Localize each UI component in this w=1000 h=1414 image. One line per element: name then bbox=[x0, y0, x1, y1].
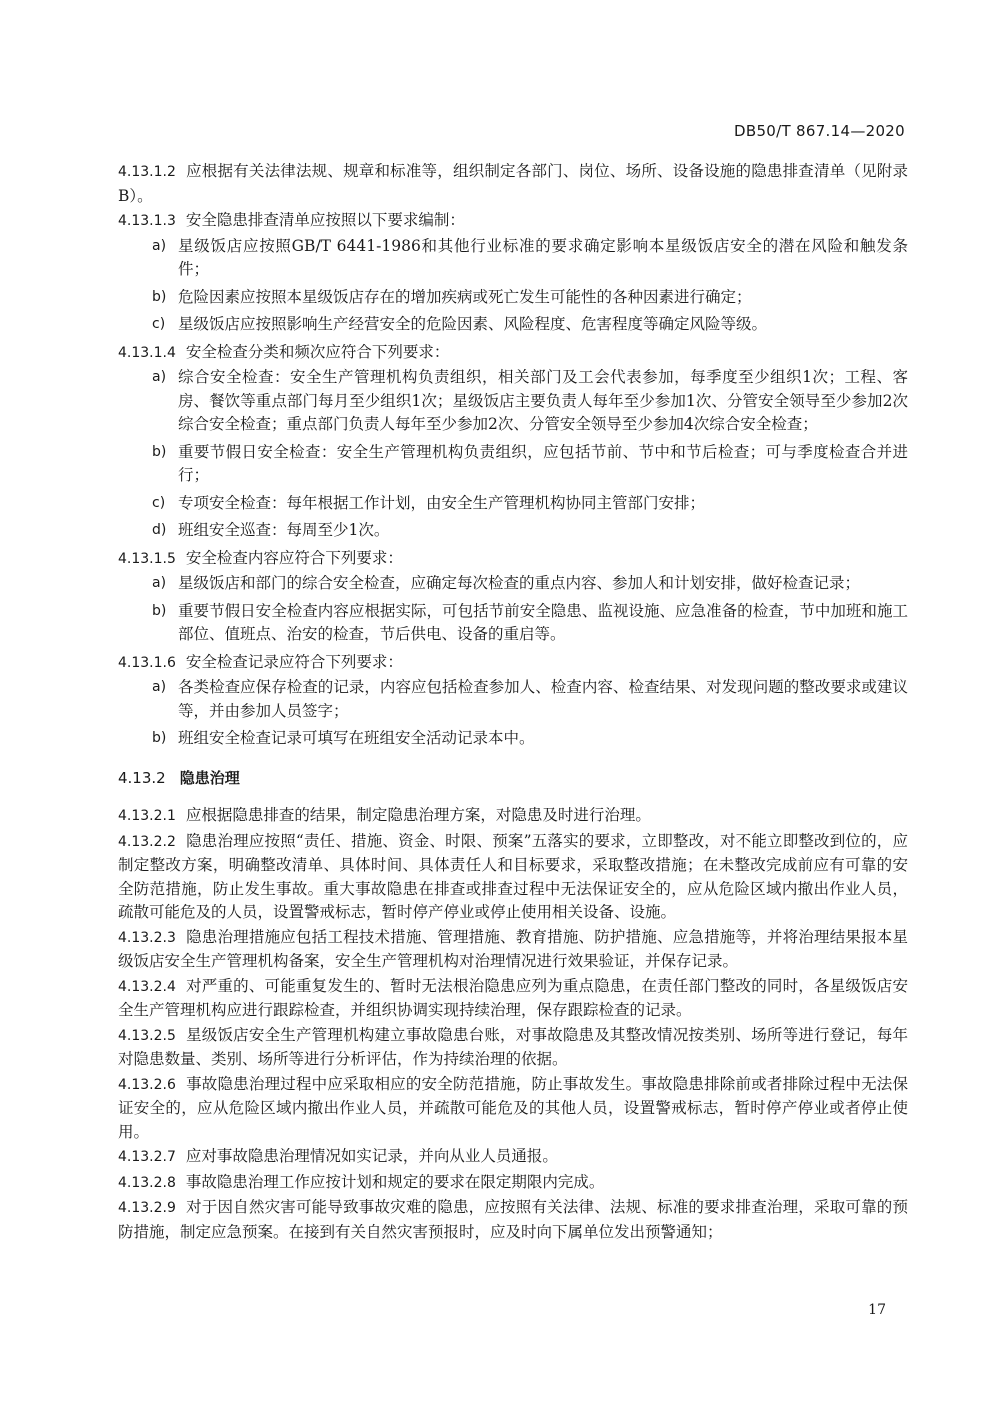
clause-paragraph bbox=[118, 804, 908, 829]
list-item-label: a) bbox=[152, 237, 167, 254]
list-item bbox=[118, 286, 908, 310]
section-number: 4.13.2 bbox=[118, 768, 166, 787]
list-item-text: 各类检查应保存检查的记录，内容应包括检查参加人、检查内容、检查结果、对发现问题的整改要求或建议等，并由参加人员签字； bbox=[178, 678, 908, 720]
clause-text: 安全隐患排查清单应按照以下要求编制： bbox=[185, 211, 465, 229]
section-title: 隐患治理 bbox=[179, 768, 240, 787]
clause-paragraph bbox=[118, 1171, 908, 1196]
list-item bbox=[118, 235, 908, 282]
list-item-label: c) bbox=[152, 494, 166, 511]
clause-text: 安全检查记录应符合下列要求： bbox=[185, 652, 403, 671]
list-item-text: 综合安全检查：安全生产管理机构负责组织，相关部门及工会代表参加，每季度至少组织1次；工程、客房、餐饮等重点部门每月至少组织1次；星级饭店主要负责人每年至少参加1次、分管安全领导至少参加2次综合安全检查；重点部门负责人每年至少参加2次、分管安全领导至少参加4次综合安全检查； bbox=[178, 368, 908, 433]
list-item bbox=[118, 441, 908, 488]
clause-number: 4.13.2.9 bbox=[118, 1200, 176, 1216]
clause-paragraph bbox=[118, 975, 908, 1023]
list-item-label: d) bbox=[152, 522, 167, 538]
clause-number: 4.13.1.4 bbox=[118, 344, 176, 361]
clause-text: 应根据隐患排查的结果，制定隐患治理方案，对隐患及时进行治理。 bbox=[185, 806, 651, 824]
list-item-label: a) bbox=[152, 679, 167, 695]
list-item-text: 危险因素应按照本星级饭店存在的增加疾病或死亡发生可能性的各种因素进行确定； bbox=[178, 287, 752, 306]
clause-text: 应根据有关法律法规、规章和标准等，组织制定各部门、岗位、场所、设备设施的隐患排查清单（见附录B）。 bbox=[118, 162, 908, 205]
document-body bbox=[118, 160, 908, 1245]
list-item bbox=[118, 600, 908, 647]
list-item-text: 专项安全检查：每年根据工作计划，由安全生产管理机构协同主管部门安排； bbox=[178, 493, 706, 512]
clause-text: 事故隐患治理工作应按计划和规定的要求在限定期限内完成。 bbox=[185, 1172, 605, 1191]
clause-paragraph bbox=[118, 1024, 908, 1072]
clause-number: 4.13.2.1 bbox=[118, 808, 176, 824]
clause-paragraph bbox=[118, 926, 908, 974]
list-item-text: 星级饭店和部门的综合安全检查，应确定每次检查的重点内容、参加人和计划安排，做好检查记录； bbox=[178, 574, 861, 592]
list-item bbox=[118, 519, 908, 543]
clause-number: 4.13.1.2 bbox=[118, 164, 176, 180]
list-item-text: 班组安全检查记录可填写在班组安全活动记录本中。 bbox=[178, 729, 535, 747]
list-item bbox=[118, 727, 908, 751]
list-item-label: a) bbox=[152, 369, 167, 385]
clause-paragraph bbox=[118, 547, 908, 572]
clause-text: 应对事故隐患治理情况如实记录，并向从业人员通报。 bbox=[185, 1147, 558, 1165]
clause-text: 安全检查分类和频次应符合下列要求： bbox=[185, 342, 450, 361]
list-item-label: b) bbox=[152, 443, 167, 460]
list-item-text: 重要节假日安全检查：安全生产管理机构负责组织，应包括节前、节中和节后检查；可与季度检查合并进行； bbox=[178, 442, 908, 484]
list-item-label: b) bbox=[152, 288, 167, 305]
clause-number: 4.13.2.6 bbox=[118, 1076, 176, 1093]
clause-number: 4.13.1.5 bbox=[118, 550, 176, 567]
section-4-13-2-content bbox=[118, 804, 908, 1244]
clause-number: 4.13.1.6 bbox=[118, 654, 176, 671]
clause-paragraph bbox=[118, 830, 908, 925]
list-item bbox=[118, 676, 908, 723]
section-heading bbox=[118, 767, 908, 791]
document-id: DB50/T 867.14—2020 bbox=[734, 122, 905, 140]
list-item-text: 班组安全巡查：每周至少1次。 bbox=[178, 521, 390, 539]
list-item-text: 重要节假日安全检查内容应根据实际，可包括节前安全隐患、监视设施、应急准备的检查，节中加班和施工部位、值班点、治安的检查，节后供电、设备的重启等。 bbox=[178, 601, 908, 643]
clause-paragraph bbox=[118, 1145, 908, 1170]
list-item-label: b) bbox=[152, 602, 167, 619]
clause-number: 4.13.2.8 bbox=[118, 1174, 176, 1191]
clause-text: 隐患治理应按照“责任、措施、资金、时限、预案”五落实的要求，立即整改，对不能立即整改到位的，应制定整改方案，明确整改清单、具体时间、具体责任人和目标要求，采取整改措施；在未整改完成前应有可靠的安全防范措施，防止发生事故。重大事故隐患在排查或排查过程中无法保证安全的，应从危险区域内撤出作业人员，疏散可能危及的人员，设置警戒标志，暂时停产停业或停止使用相关设备、设施。 bbox=[118, 831, 908, 921]
clause-number: 4.13.1.3 bbox=[118, 213, 176, 229]
clause-paragraph bbox=[118, 651, 908, 676]
clause-number: 4.13.2.2 bbox=[118, 833, 176, 850]
clause-text: 隐患治理措施应包括工程技术措施、管理措施、教育措施、防护措施、应急措施等，并将治理结果报本星级饭店安全生产管理机构备案，安全生产管理机构对治理情况进行效果验证，并保存记录。 bbox=[118, 927, 908, 970]
list-item-label: b) bbox=[152, 730, 167, 746]
clause-paragraph bbox=[118, 209, 908, 234]
list-item bbox=[118, 492, 908, 516]
clause-number: 4.13.2.3 bbox=[118, 929, 176, 946]
page-number: 17 bbox=[868, 1302, 886, 1318]
list-item-text: 星级饭店应按照影响生产经营安全的危险因素、风险程度、危害程度等确定风险等级。 bbox=[178, 315, 768, 333]
clause-number: 4.13.2.5 bbox=[118, 1027, 176, 1044]
clause-paragraph bbox=[118, 341, 908, 366]
list-item-label: a) bbox=[152, 575, 167, 591]
clause-paragraph bbox=[118, 160, 908, 208]
clause-paragraph bbox=[118, 1196, 908, 1244]
clause-text: 对于因自然灾害可能导致事故灾难的隐患，应按照有关法律、法规、标准的要求排查治理，采取可靠的预防措施，制定应急预案。在接到有关自然灾害预报时，应及时向下属单位发出预警通知； bbox=[118, 1198, 908, 1241]
clause-text: 事故隐患治理过程中应采取相应的安全防范措施，防止事故发生。事故隐患排除前或者排除过程中无法保证安全的，应从危险区域内撤出作业人员，并疏散可能危及的其他人员，设置警戒标志，暂时停产停业或者停止使用。 bbox=[118, 1074, 908, 1141]
list-item bbox=[118, 366, 908, 437]
list-item-label: c) bbox=[152, 316, 166, 332]
clause-number: 4.13.2.7 bbox=[118, 1149, 176, 1165]
clause-text: 对严重的、可能重复发生的、暂时无法根治隐患应列为重点隐患，在责任部门整改的同时，各星级饭店安全生产管理机构应进行跟踪检查，并组织协调实现持续治理，保存跟踪检查的记录。 bbox=[118, 976, 908, 1019]
list-item-text: 星级饭店应按照GB/T 6441-1986和其他行业标准的要求确定影响本星级饭店安全的潜在风险和触发条件； bbox=[178, 236, 908, 278]
list-item bbox=[118, 313, 908, 337]
section-4-13-1-content bbox=[118, 160, 908, 751]
clause-paragraph bbox=[118, 1073, 908, 1145]
list-item bbox=[118, 572, 908, 596]
clause-text: 安全检查内容应符合下列要求： bbox=[185, 548, 403, 567]
clause-number: 4.13.2.4 bbox=[118, 978, 176, 995]
clause-text: 星级饭店安全生产管理机构建立事故隐患台账，对事故隐患及其整改情况按类别、场所等进行登记，每年对隐患数量、类别、场所等进行分析评估，作为持续治理的依据。 bbox=[118, 1025, 908, 1068]
